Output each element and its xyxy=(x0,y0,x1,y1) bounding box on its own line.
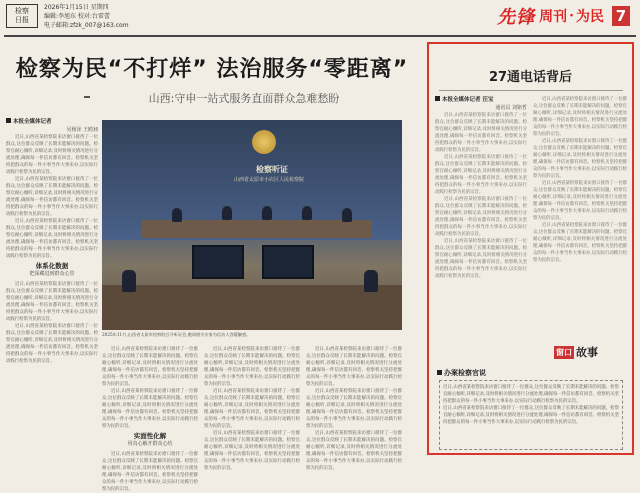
editor-line: 编辑:李旭东 校对:台雷蕾 xyxy=(44,13,110,20)
side-story-title: 27通电话背后 xyxy=(488,70,573,85)
logo-line-2: 日报 xyxy=(15,16,29,24)
text-column-3 xyxy=(204,346,300,471)
side-column-1 xyxy=(435,96,527,342)
photo-monitor xyxy=(192,245,244,279)
issue-date: 2026年1月15日 星期四 xyxy=(44,4,109,11)
photo-person xyxy=(222,206,232,220)
byline-label: 本报全媒体记者 xyxy=(13,119,52,125)
article-headline: 检察为民“不打烊” 法治服务“零距离” xyxy=(15,57,409,82)
body-paragraph: 近日,山西省某检察院来访窗口接待了一位群众,这位群众反映了长期未能解决的问题。检察官耐心倾听,详细记录,及时将相关情况进行分流处理,确保每一件信访都有回音。检察机关坚持把群众的每一件小事当作大事来办,以实际行动践行检察为民的宗旨。 xyxy=(102,389,198,429)
byline-square-icon xyxy=(6,118,11,123)
photo-person xyxy=(302,206,312,220)
body-paragraph: 近日,山西省某检察院来访窗口接待了一位群众,这位群众反映了长期未能解决的问题。检察官耐心倾听,详细记录,及时将相关情况进行分流处理,确保每一件信访都有回音。检察机关坚持把群众的每一件小事当作大事来办,以实际行动践行检察为民的宗旨。 xyxy=(306,389,402,429)
prosecutor-comment-label: 办案检察官说 xyxy=(444,369,486,377)
section-1-subtitle: 把深藏进到群众心里 xyxy=(29,271,75,277)
body-paragraph: 近日,山西省某检察院来访窗口接待了一位群众,这位群众反映了长期未能解决的问题。检察官耐心倾听,详细记录,及时将相关情况进行分流处理,确保每一件信访都有回音。检察机关坚持把群众的每一件小事当作大事来办,以实际行动践行检察为民的宗旨。 xyxy=(533,223,627,263)
article-reporters: 吴杨泽 王鸥昶 xyxy=(66,127,98,133)
heading-square-icon xyxy=(437,370,442,375)
body-paragraph: 近日,山西省某检察院来访窗口接待了一位群众,这位群众反映了长期未能解决的问题。检察官耐心倾听,详细记录,及时将相关情况进行分流处理,确保每一件信访都有回音。检察机关坚持把群众的每一件小事当作大事来办,以实际行动践行检察为民的宗旨。 xyxy=(204,389,300,429)
prosecutor-comment-heading xyxy=(437,368,486,378)
side-byline-label: 本报全媒体记者 xyxy=(442,97,481,103)
section-1-title: 体系化数据 xyxy=(35,262,69,270)
main-article xyxy=(4,40,420,492)
body-paragraph: 近日,山西省某检察院来访窗口接待了一位群众,这位群众反映了长期未能解决的问题。检察官耐心倾听,详细记录,及时将相关情况进行分流处理,确保每一件信访都有回音。检察机关坚持把群众的每一件小事当作大事来办,以实际行动践行检察为民的宗旨。 xyxy=(6,135,98,175)
side-column-2 xyxy=(533,96,627,340)
photo-person xyxy=(172,208,182,222)
brand-section: 为民 xyxy=(576,9,604,25)
photo-person xyxy=(262,206,272,220)
photo-person xyxy=(364,270,378,292)
body-paragraph: 近日,山西省某检察院来访窗口接待了一位群众,这位群众反映了长期未能解决的问题。检察官耐心倾听,详细记录,及时将相关情况进行分流处理,确保每一件信访都有回音。检察机关坚持把群众的每一件小事当作大事来办,以实际行动践行检察为民的宗旨。 xyxy=(443,385,619,404)
email-line: 电子邮箱:zfzk_007@163.com xyxy=(44,22,129,29)
brand-script: 先锋 xyxy=(497,7,536,28)
body-paragraph: 近日,山西省某检察院来访窗口接待了一位群众,这位群众反映了长期未能解决的问题。检察官耐心倾听,详细记录,及时将相关情况进行分流处理,确保每一件信访都有回音。检察机关坚持把群众的每一件小事当作大事来办,以实际行动践行检察为民的宗旨。 xyxy=(533,139,627,179)
masthead-rule xyxy=(4,35,636,37)
side-reporters xyxy=(435,104,527,112)
body-paragraph: 近日,山西省某检察院来访窗口接待了一位群众,这位群众反映了长期未能解决的问题。检察官耐心倾听,详细记录,及时将相关情况进行分流处理,确保每一件信访都有回音。检察机关坚持把群众的每一件小事当作大事来办,以实际行动践行检察为民的宗旨。 xyxy=(435,113,527,153)
article-byline xyxy=(6,118,98,126)
body-paragraph: 近日,山西省某检察院来访窗口接待了一位群众,这位群众反映了长期未能解决的问题。检察官耐心倾听,详细记录,及时将相关情况进行分流处理,确保每一件信访都有回音。检察机关坚持把群众的每一件小事当作大事来办,以实际行动践行检察为民的宗旨。 xyxy=(102,452,198,492)
body-paragraph: 近日,山西省某检察院来访窗口接待了一位群众,这位群众反映了长期未能解决的问题。检察官耐心倾听,详细记录,及时将相关情况进行分流处理,确保每一件信访都有回音。检察机关坚持把群众的每一件小事当作大事来办,以实际行动践行检察为民的宗旨。 xyxy=(6,282,98,322)
body-paragraph: 近日,山西省某检察院来访窗口接待了一位群众,这位群众反映了长期未能解决的问题。检察官耐心倾听,详细记录,及时将相关情况进行分流处理,确保每一件信访都有回音。检察机关坚持把群众的每一件小事当作大事来办,以实际行动践行检察为民的宗旨。 xyxy=(533,97,627,137)
article-subheadline: 山西:守申一站式服务直面群众急难愁盼 xyxy=(148,92,340,105)
procuratorate-emblem xyxy=(252,130,276,154)
side-reporter-2: 刘铭哲 xyxy=(511,105,527,111)
article-photo xyxy=(102,120,402,330)
prosecutor-comment-box xyxy=(439,380,623,450)
photo-monitor xyxy=(262,245,314,279)
body-paragraph: 近日,山西省某检察院来访窗口接待了一位群众,这位群众反映了长期未能解决的问题。检察官耐心倾听,详细记录,及时将相关情况进行分流处理,确保每一件信访都有回音。检察机关坚持把群众的每一件小事当作大事来办,以实际行动践行检察为民的宗旨。 xyxy=(306,347,402,387)
side-byline xyxy=(435,96,527,104)
photo-banner-subtitle: 山西省太原市小店区人民检察院 xyxy=(233,177,304,183)
subheadline-dash xyxy=(84,96,90,98)
body-paragraph: 近日,山西省某检察院来访窗口接待了一位群众,这位群众反映了长期未能解决的问题。检察官耐心倾听,详细记录,及时将相关情况进行分流处理,确保每一件信访都有回音。检察机关坚持把群众的每一件小事当作大事来办,以实际行动践行检察为民的宗旨。 xyxy=(6,324,98,364)
photo-caption: 2025年11月,山西省太原市检察院召开听证会,邀请相关专家为信访人答疑解惑。 xyxy=(102,332,251,337)
text-column-2 xyxy=(102,346,198,492)
masthead-meta xyxy=(44,3,129,30)
side-story-frame xyxy=(427,42,634,455)
window-story-box: 窗口 xyxy=(556,347,572,357)
photo-desk xyxy=(142,220,372,238)
body-paragraph: 近日,山西省某检察院来访窗口接待了一位群众,这位群众反映了长期未能解决的问题。检察官耐心倾听,详细记录,及时将相关情况进行分流处理,确保每一件信访都有回音。检察机关坚持把群众的每一件小事当作大事来办,以实际行动践行检察为民的宗旨。 xyxy=(204,431,300,471)
section-2-title: 实面性化解 xyxy=(133,432,167,440)
window-story-text: 故事 xyxy=(576,346,598,359)
body-paragraph: 近日,山西省某检察院来访窗口接待了一位群众,这位群众反映了长期未能解决的问题。检察官耐心倾听,详细记录,及时将相关情况进行分流处理,确保每一件信访都有回音。检察机关坚持把群众的每一件小事当作大事来办,以实际行动践行检察为民的宗旨。 xyxy=(533,181,627,221)
body-paragraph: 近日,山西省某检察院来访窗口接待了一位群众,这位群众反映了长期未能解决的问题。检察官耐心倾听,详细记录,及时将相关情况进行分流处理,确保每一件信访都有回音。检察机关坚持把群众的每一件小事当作大事来办,以实际行动践行检察为民的宗旨。 xyxy=(306,431,402,471)
brand-weekly: 周刊 xyxy=(539,9,568,25)
body-paragraph: 近日,山西省某检察院来访窗口接待了一位群众,这位群众反映了长期未能解决的问题。检察官耐心倾听,详细记录,及时将相关情况进行分流处理,确保每一件信访都有回音。检察机关坚持把群众的每一件小事当作大事来办,以实际行动践行检察为民的宗旨。 xyxy=(6,219,98,259)
side-reporter-1: 汪宝 xyxy=(482,97,494,103)
text-column-1 xyxy=(6,118,98,468)
photo-floor xyxy=(102,285,402,330)
body-paragraph: 近日,山西省某检察院来访窗口接待了一位群众,这位群众反映了长期未能解决的问题。检察官耐心倾听,详细记录,及时将相关情况进行分流处理,确保每一件信访都有回音。检察机关坚持把群众的每一件小事当作大事来办,以实际行动践行检察为民的宗旨。 xyxy=(102,347,198,387)
side-reporter-2-label: 通讯员 xyxy=(495,105,511,111)
window-story-badge xyxy=(554,344,598,360)
section-brand xyxy=(497,4,630,28)
page-number: 7 xyxy=(612,6,630,26)
body-paragraph: 近日,山西省某检察院来访窗口接待了一位群众,这位群众反映了长期未能解决的问题。检察官耐心倾听,详细记录,及时将相关情况进行分流处理,确保每一件信访都有回音。检察机关坚持把群众的每一件小事当作大事来办,以实际行动践行检察为民的宗旨。 xyxy=(204,347,300,387)
photo-person xyxy=(122,270,136,292)
brand-dot: · xyxy=(569,8,574,24)
byline-square-icon xyxy=(435,96,440,101)
photo-banner-title: 检察听证 xyxy=(256,165,288,174)
body-paragraph: 近日,山西省某检察院来访窗口接待了一位群众,这位群众反映了长期未能解决的问题。检察官耐心倾听,详细记录,及时将相关情况进行分流处理,确保每一件信访都有回音。检察机关坚持把群众的每一件小事当作大事来办,以实际行动践行检察为民的宗旨。 xyxy=(435,155,527,195)
newspaper-logo xyxy=(6,4,38,28)
text-column-4 xyxy=(306,346,402,471)
logo-line-1: 检察 xyxy=(15,7,29,15)
masthead xyxy=(0,0,640,40)
body-paragraph: 近日,山西省某检察院来访窗口接待了一位群众,这位群众反映了长期未能解决的问题。检察官耐心倾听,详细记录,及时将相关情况进行分流处理,确保每一件信访都有回音。检察机关坚持把群众的每一件小事当作大事来办,以实际行动践行检察为民的宗旨。 xyxy=(443,406,619,425)
section-2-subtitle: 用真心解开群众心结 xyxy=(127,441,173,447)
body-paragraph: 近日,山西省某检察院来访窗口接待了一位群众,这位群众反映了长期未能解决的问题。检察官耐心倾听,详细记录,及时将相关情况进行分流处理,确保每一件信访都有回音。检察机关坚持把群众的每一件小事当作大事来办,以实际行动践行检察为民的宗旨。 xyxy=(435,239,527,279)
body-paragraph: 近日,山西省某检察院来访窗口接待了一位群众,这位群众反映了长期未能解决的问题。检察官耐心倾听,详细记录,及时将相关情况进行分流处理,确保每一件信访都有回音。检察机关坚持把群众的每一件小事当作大事来办,以实际行动践行检察为民的宗旨。 xyxy=(6,177,98,217)
photo-person xyxy=(342,208,352,222)
side-title-rule xyxy=(439,90,623,91)
body-paragraph: 近日,山西省某检察院来访窗口接待了一位群众,这位群众反映了长期未能解决的问题。检察官耐心倾听,详细记录,及时将相关情况进行分流处理,确保每一件信访都有回音。检察机关坚持把群众的每一件小事当作大事来办,以实际行动践行检察为民的宗旨。 xyxy=(435,197,527,237)
